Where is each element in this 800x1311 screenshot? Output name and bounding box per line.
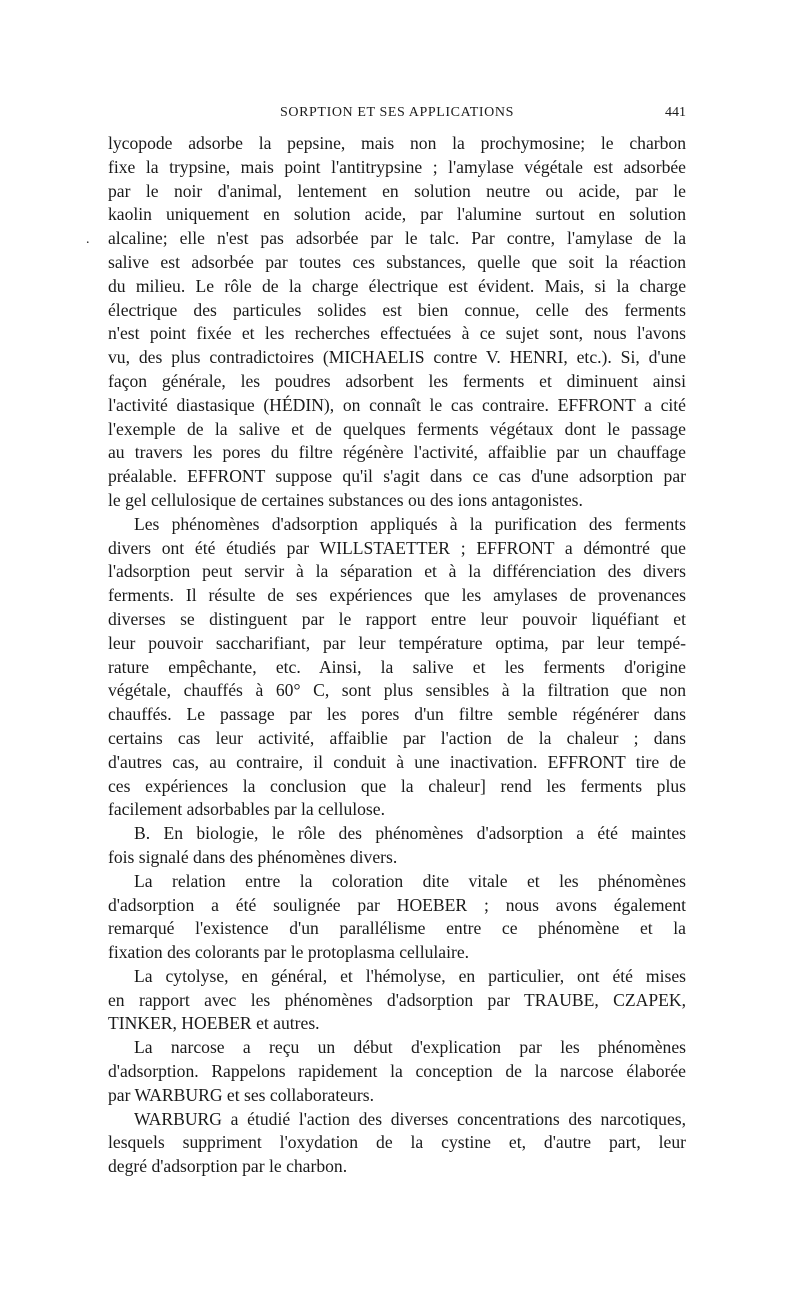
text-line: Les phénomènes d'adsorption appliqués à la purification des ferments: [134, 513, 686, 534]
text-line: rature empêchante, etc. Ainsi, la salive et les ferments d'origine: [108, 656, 686, 677]
text-line: fixation des colorants par le protoplasma cellulaire.: [108, 942, 470, 963]
text-line: d'adsorption. Rappelons rapidement la conception de la narcose élaborée: [108, 1061, 686, 1082]
text-line: ferments. Il résulte de ses expériences que les amylases de provenances: [108, 585, 686, 606]
text-line: degré d'adsorption par le charbon.: [108, 1156, 348, 1177]
margin-mark: .: [86, 232, 90, 247]
text-line: préalable. EFFRONT suppose qu'il s'agit dans ce cas d'une adsorption par: [108, 466, 686, 487]
text-line: alcaline; elle n'est pas adsorbée par le talc. Par contre, l'amylase de la: [108, 228, 686, 249]
page-number: 441: [665, 105, 686, 120]
text-line: kaolin uniquement en solution acide, par l'alumine surtout en solution: [108, 204, 686, 225]
text-line: vu, des plus contradictoires (MICHAELIS contre V. HENRI, etc.). Si, d'une: [108, 347, 686, 368]
text-line: B. En biologie, le rôle des phénomènes d'adsorption a été maintes: [134, 823, 686, 844]
text-line: du milieu. Le rôle de la charge électrique est évident. Mais, si la charge: [108, 275, 686, 296]
text-line: La relation entre la coloration dite vitale et les phénomènes: [134, 870, 686, 891]
text-line: d'autres cas, au contraire, il conduit à une inactivation. EFFRONT tire de: [108, 751, 686, 772]
text-line: lycopode adsorbe la pepsine, mais non la prochymosine; le charbon: [108, 133, 686, 153]
running-header: [108, 103, 686, 127]
text-line: divers ont été étudiés par WILLSTAETTER ; EFFRONT a démontré que: [108, 537, 686, 558]
text-line: leur pouvoir saccharifiant, par leur température optima, par leur tempé-: [108, 632, 686, 653]
text-line: végétale, chauffés à 60° C, sont plus sensibles à la filtration que non: [108, 680, 686, 701]
text-line: d'adsorption a été soulignée par HOEBER ; nous avons également: [108, 894, 686, 915]
text-line: le gel cellulosique de certaines substances ou des ions antagonistes.: [108, 489, 583, 510]
text-line: électrique des particules solides est bien connue, celle des ferments: [108, 299, 686, 320]
text-line: facilement adsorbables par la cellulose.: [108, 799, 385, 820]
text-line: l'adsorption peut servir à la séparation et à la différenciation des divers: [108, 561, 686, 582]
text-line: au travers les pores du filtre régénère l'activité, affaiblie par un chauffage: [108, 442, 686, 463]
text-line: salive est adsorbée par toutes ces substances, quelle que soit la réaction: [108, 251, 686, 272]
text-line: en rapport avec les phénomènes d'adsorption par TRAUBE, CZAPEK,: [108, 989, 686, 1010]
text-line: certains cas leur activité, affaiblie par l'action de la chaleur ; dans: [108, 727, 686, 748]
text-line: l'activité diastasique (HÉDIN), on connaît le cas contraire. EFFRONT a cité: [108, 394, 686, 415]
text-line: WARBURG a étudié l'action des diverses concentrations des narcotiques,: [134, 1108, 686, 1129]
body-text: [108, 132, 686, 1179]
text-line: La cytolyse, en général, et l'hémolyse, en particulier, ont été mises: [134, 965, 686, 986]
text-line: La narcose a reçu un début d'explication par les phénomènes: [134, 1037, 686, 1058]
text-line: par le noir d'animal, lentement en solution neutre ou acide, par le: [108, 180, 686, 201]
running-title: SORPTION ET SES APPLICATIONS: [280, 105, 514, 120]
text-line: diverses se distinguent par le rapport entre leur pouvoir liquéfiant et: [108, 608, 686, 629]
text-line: l'exemple de la salive et de quelques ferments végétaux dont le passage: [108, 418, 686, 439]
text-line: fixe la trypsine, mais point l'antitrypsine ; l'amylase végétale est adsorbée: [108, 156, 686, 177]
text-line: ces expériences la conclusion que la chaleur] rend les ferments plus: [108, 775, 686, 796]
text-line: n'est point fixée et les recherches effectuées à ce sujet sont, nous l'avons: [108, 323, 686, 344]
text-line: TINKER, HOEBER et autres.: [108, 1013, 320, 1034]
text-line: par WARBURG et ses collaborateurs.: [108, 1084, 374, 1105]
text-line: fois signalé dans des phénomènes divers.: [108, 846, 398, 867]
text-line: façon générale, les poudres adsorbent les ferments et diminuent ainsi: [108, 370, 686, 391]
text-line: chauffés. Le passage par les pores d'un filtre semble régénérer dans: [108, 704, 686, 725]
text-line: lesquels suppriment l'oxydation de la cystine et, d'autre part, leur: [108, 1132, 686, 1153]
text-line: remarqué l'existence d'un parallélisme entre ce phénomène et la: [108, 918, 686, 939]
